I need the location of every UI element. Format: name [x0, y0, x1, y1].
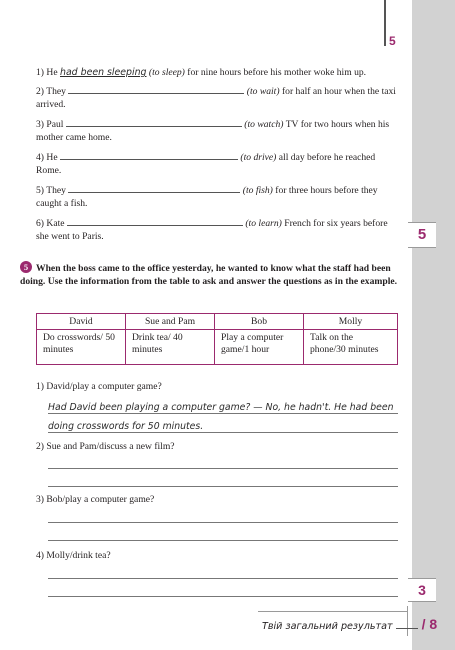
exercise-item-4: 4) He (to drive) all day before he reached Rome.: [36, 152, 376, 176]
question-1: 1) David/play a computer game?: [36, 381, 162, 392]
section-tab: 5: [408, 222, 436, 248]
answer-line[interactable]: [48, 486, 398, 487]
answer-blank[interactable]: [66, 117, 242, 127]
answer-line[interactable]: [48, 468, 398, 469]
score-tab: 3: [408, 578, 436, 602]
table-cell: Talk on the phone/30 minutes: [304, 330, 398, 365]
example-answer: Had David been playing a computer game? — No, he hadn't. He had been doing crosswords for 50 minutes.: [48, 402, 394, 432]
table-header: Bob: [215, 314, 304, 330]
exercise-item-6: 6) Kate (to learn) French for six years before she went to Paris.: [36, 218, 388, 242]
answer-blank[interactable]: [67, 216, 243, 226]
answer-blank[interactable]: [68, 183, 240, 193]
question-3: 3) Bob/play a computer game?: [36, 494, 155, 505]
exercise-instruction: 5 When the boss came to the office yesterday, he wanted to know what the staff had been doing. Use the information from the table to ask and answer the questions as in the example.: [20, 262, 398, 287]
table-header: David: [37, 314, 126, 330]
table-header: Molly: [304, 314, 398, 330]
answer-line[interactable]: [48, 578, 398, 579]
total-divider: [258, 611, 408, 612]
answer-line[interactable]: [48, 540, 398, 541]
filled-answer: had been sleeping: [60, 67, 147, 78]
total-score: Твій загальний результат / 8: [262, 616, 438, 632]
table-header: Sue and Pam: [126, 314, 215, 330]
exercise-item-1: 1) He had been sleeping (to sleep) for nine hours before his mother woke him up.: [36, 67, 367, 78]
exercise-item-3: 3) Paul (to watch) TV for two hours when his mother came home.: [36, 119, 390, 143]
answer-line[interactable]: [48, 596, 398, 597]
question-4: 4) Molly/drink tea?: [36, 550, 111, 561]
info-table: [36, 313, 398, 365]
score-blank[interactable]: [396, 621, 418, 629]
answer-line[interactable]: [48, 413, 398, 414]
page-margin-strip: [412, 0, 455, 650]
exercise-item-5: 5) They (to fish) for three hours before they caught a fish.: [36, 185, 378, 209]
page-number: 5: [389, 34, 396, 48]
exercise-item-2: 2) They (to wait) for half an hour when the taxi arrived.: [36, 86, 396, 110]
exercise-number-badge: 5: [20, 261, 32, 273]
answer-line[interactable]: [48, 432, 398, 433]
answer-blank[interactable]: [68, 84, 244, 94]
table-cell: Play a computer game/1 hour: [215, 330, 304, 365]
question-2: 2) Sue and Pam/discuss a new film?: [36, 441, 175, 452]
table-cell: Do crosswords/ 50 minutes: [37, 330, 126, 365]
header-rule: [384, 0, 386, 46]
answer-blank[interactable]: [60, 150, 238, 160]
table-cell: Drink tea/ 40 minutes: [126, 330, 215, 365]
answer-line[interactable]: [48, 522, 398, 523]
